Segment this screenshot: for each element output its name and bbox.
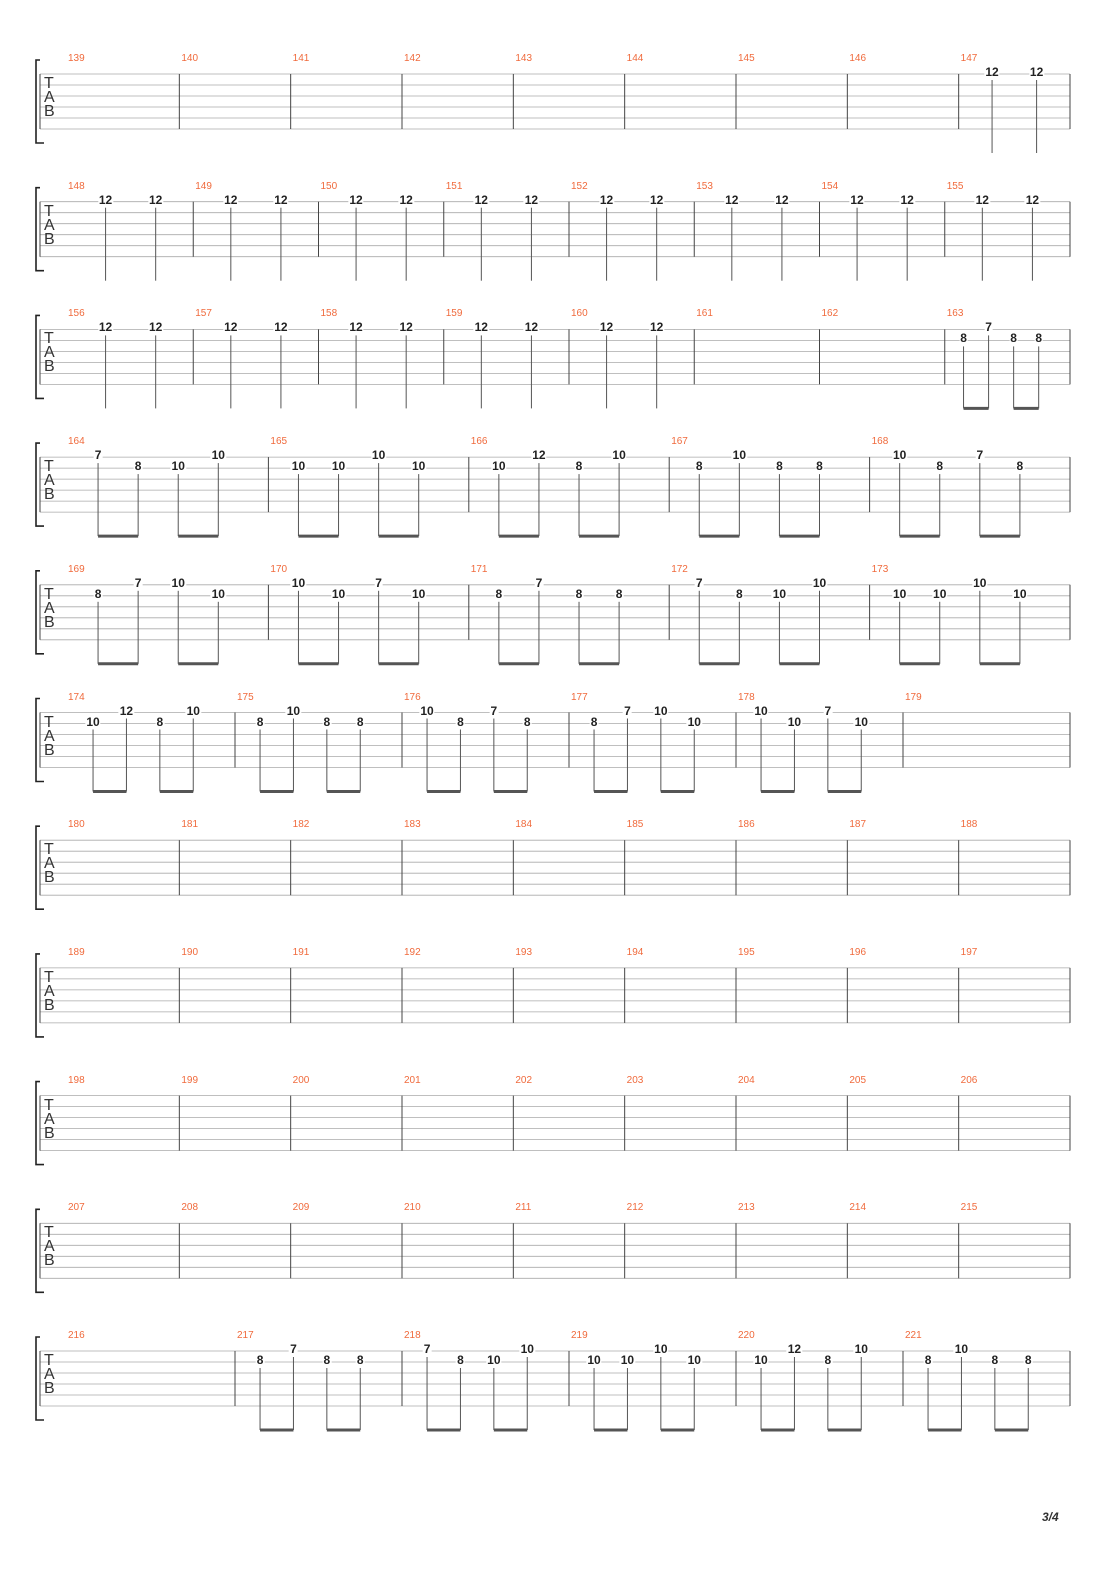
fret-number: 8 [1010, 331, 1017, 346]
fret-number: 7 [423, 1342, 431, 1356]
measure-number: 191 [292, 946, 310, 958]
tab-clef-letter: B [44, 996, 55, 1014]
tab-clef-letter: B [44, 358, 55, 376]
measure-number: 143 [515, 53, 533, 64]
fret-number: 12 [900, 192, 914, 207]
fret-number: 7 [94, 448, 102, 463]
measure-number: 190 [181, 946, 199, 958]
tab-clef-letter: B [44, 230, 55, 248]
fret-number: 12 [349, 320, 363, 335]
fret-number: 8 [816, 459, 823, 474]
tab-clef-letter: T [44, 75, 54, 92]
measure-number: 175 [237, 691, 254, 703]
fret-number: 10 [612, 448, 626, 463]
measure-number: 156 [68, 308, 85, 320]
fret-number: 7 [535, 575, 543, 590]
fret-number: 8 [695, 459, 703, 474]
measure-number: 159 [445, 308, 463, 320]
tab-clef-letter: T [44, 841, 54, 859]
fret-number: 8 [590, 714, 598, 729]
tab-clef-letter: T [44, 458, 54, 476]
fret-number: 10 [412, 586, 426, 601]
measure-number: 173 [871, 563, 889, 575]
measure-number: 140 [181, 53, 199, 64]
fret-number: 10 [171, 575, 185, 590]
fret-number: 10 [772, 586, 787, 601]
fret-number: 7 [134, 575, 142, 590]
measure-number: 199 [181, 1074, 199, 1086]
fret-number: 12 [532, 448, 546, 463]
fret-number: 10 [954, 1342, 969, 1356]
tab-clef-letter: T [44, 1352, 54, 1369]
tab-clef-letter: T [44, 1224, 54, 1242]
tab-clef-letter: T [44, 968, 54, 986]
measure-number: 182 [292, 819, 310, 831]
measure-number: 157 [195, 308, 212, 320]
measure-number: 203 [626, 1074, 644, 1086]
measure-number: 186 [738, 819, 755, 831]
fret-number: 7 [985, 320, 992, 335]
measure-number: 213 [738, 1202, 755, 1214]
fret-number: 12 [399, 192, 413, 207]
measure-number: 153 [696, 180, 713, 192]
tab-clef-letter: A [44, 599, 55, 617]
fret-number: 8 [523, 714, 531, 729]
measure-number: 148 [68, 180, 85, 192]
fret-number: 8 [1016, 459, 1024, 474]
measure-number: 168 [871, 436, 889, 448]
fret-number: 8 [735, 586, 743, 601]
fret-number: 10 [933, 586, 947, 601]
measure-number: 169 [68, 563, 85, 575]
measure-number: 205 [849, 1074, 867, 1086]
measure-number: 204 [738, 1074, 755, 1086]
measure-number: 152 [571, 180, 588, 192]
fret-number: 12 [148, 320, 163, 335]
measure-number: 171 [470, 563, 488, 575]
fret-number: 10 [892, 448, 907, 463]
fret-number: 10 [732, 448, 747, 463]
measure-number: 202 [515, 1074, 533, 1086]
measure-number: 154 [821, 180, 839, 192]
fret-number: 10 [331, 459, 346, 474]
tab-clef-letter: A [44, 1238, 55, 1256]
measure-number: 179 [905, 691, 922, 703]
measure-number: 201 [404, 1074, 421, 1086]
measure-number: 184 [515, 819, 533, 831]
measure-number: 207 [68, 1202, 85, 1214]
tab-clef-letter: B [44, 741, 55, 759]
fret-number: 10 [420, 703, 434, 718]
fret-number: 8 [94, 586, 102, 601]
fret-number: 12 [725, 192, 739, 207]
fret-number: 8 [457, 714, 464, 729]
measure-number: 211 [515, 1202, 532, 1214]
fret-number: 12 [474, 320, 488, 335]
fret-number: 12 [98, 192, 113, 207]
measure-number: 151 [445, 180, 463, 192]
fret-number: 7 [695, 575, 703, 590]
fret-number: 12 [524, 320, 539, 335]
fret-number: 10 [620, 1353, 635, 1367]
fret-number: 8 [1035, 331, 1043, 346]
fret-number: 12 [224, 320, 238, 335]
tab-clef-letter: A [44, 472, 55, 490]
measure-number: 220 [738, 1330, 755, 1341]
fret-number: 12 [274, 320, 288, 335]
measure-number: 194 [626, 946, 644, 958]
tab-clef-letter: A [44, 982, 55, 1000]
measure-number: 172 [671, 563, 688, 575]
fret-number: 10 [86, 714, 100, 729]
fret-number: 12 [349, 192, 363, 207]
fret-number: 8 [776, 459, 783, 474]
fret-number: 8 [960, 331, 967, 346]
fret-number: 12 [975, 192, 989, 207]
tab-clef-letter: A [44, 1110, 55, 1128]
measure-number: 219 [571, 1330, 588, 1341]
fret-number: 12 [775, 192, 789, 207]
fret-number: 8 [356, 714, 364, 729]
fret-number: 10 [854, 1342, 868, 1356]
tab-clef-letter: B [44, 1380, 55, 1397]
fret-number: 7 [490, 703, 498, 718]
measure-number: 209 [292, 1202, 310, 1214]
fret-number: 10 [854, 714, 868, 729]
measure-number: 200 [292, 1074, 310, 1086]
measure-number: 176 [404, 691, 421, 703]
fret-number: 7 [824, 703, 832, 718]
fret-number: 10 [754, 1353, 768, 1367]
fret-number: 8 [156, 714, 164, 729]
measure-number: 180 [68, 819, 85, 831]
measure-number: 198 [68, 1074, 85, 1086]
measure-number: 174 [68, 691, 85, 703]
fret-number: 7 [624, 703, 631, 718]
tab-clef-letter: A [44, 216, 55, 234]
measure-number: 181 [181, 819, 199, 831]
fret-number: 10 [487, 1353, 501, 1367]
measure-number: 166 [470, 436, 488, 448]
fret-number: 12 [787, 1342, 802, 1356]
measure-number: 187 [849, 819, 867, 831]
measure-number: 162 [821, 308, 839, 320]
measure-number: 185 [626, 819, 644, 831]
measure-number: 146 [849, 53, 867, 64]
fret-number: 10 [492, 459, 506, 474]
tab-clef-letter: B [44, 1252, 55, 1270]
measure-number: 167 [671, 436, 688, 448]
tab-clef-letter: A [44, 344, 55, 362]
fret-number: 12 [119, 703, 134, 718]
measure-number: 221 [905, 1330, 922, 1341]
fret-number: 8 [991, 1353, 999, 1367]
fret-number: 10 [687, 714, 701, 729]
fret-number: 8 [936, 459, 944, 474]
measure-number: 216 [68, 1330, 85, 1341]
fret-number: 8 [323, 1353, 331, 1367]
fret-number: 10 [520, 1342, 534, 1356]
tab-clef-letter: A [44, 1366, 55, 1383]
measure-number: 208 [181, 1202, 199, 1214]
measure-number: 189 [68, 946, 85, 958]
fret-number: 10 [587, 1353, 601, 1367]
fret-number: 10 [186, 703, 200, 718]
fret-number: 8 [256, 714, 264, 729]
fret-number: 10 [291, 575, 306, 590]
tab-clef-letter: T [44, 330, 54, 348]
measure-number: 147 [960, 53, 978, 64]
fret-number: 7 [290, 1342, 297, 1356]
fret-number: 10 [654, 1342, 668, 1356]
tab-clef-letter: B [44, 869, 55, 887]
fret-number: 12 [148, 192, 163, 207]
measure-number: 217 [237, 1330, 254, 1341]
measure-number: 193 [515, 946, 533, 958]
tab-clef-letter: B [44, 613, 55, 631]
tab-clef-letter: A [44, 855, 55, 873]
fret-number: 10 [892, 586, 907, 601]
fret-number: 10 [286, 703, 301, 718]
fret-number: 8 [575, 586, 583, 601]
fret-number: 10 [1013, 586, 1027, 601]
fret-number: 8 [615, 586, 623, 601]
measure-number: 215 [960, 1202, 978, 1214]
fret-number: 7 [375, 575, 382, 590]
tab-clef-letter: T [44, 1096, 54, 1114]
fret-number: 8 [323, 714, 331, 729]
measure-number: 218 [404, 1330, 421, 1341]
measure-number: 214 [849, 1202, 867, 1214]
measure-number: 178 [738, 691, 755, 703]
fret-number: 12 [599, 192, 614, 207]
measure-number: 158 [320, 308, 338, 320]
fret-number: 8 [134, 459, 142, 474]
fret-number: 10 [331, 586, 346, 601]
fret-number: 8 [457, 1353, 464, 1367]
measure-number: 197 [960, 946, 978, 958]
measure-number: 142 [404, 53, 421, 64]
fret-number: 10 [687, 1353, 701, 1367]
fret-number: 7 [976, 448, 984, 463]
fret-number: 12 [98, 320, 113, 335]
measure-number: 210 [404, 1202, 421, 1214]
measure-number: 155 [946, 180, 964, 192]
tab-clef-letter: B [44, 486, 55, 504]
measure-number: 177 [571, 691, 588, 703]
fret-number: 10 [211, 448, 225, 463]
measure-number: 163 [946, 308, 964, 320]
fret-number: 12 [1025, 192, 1040, 207]
fret-number: 8 [356, 1353, 364, 1367]
measure-number: 139 [68, 53, 85, 64]
fret-number: 10 [654, 703, 668, 718]
fret-number: 12 [649, 320, 664, 335]
measure-number: 145 [738, 53, 755, 64]
fret-number: 10 [412, 459, 426, 474]
fret-number: 12 [524, 192, 539, 207]
measure-number: 183 [404, 819, 421, 831]
fret-number: 12 [599, 320, 614, 335]
fret-number: 12 [474, 192, 488, 207]
fret-number: 12 [1029, 65, 1044, 79]
fret-number: 10 [211, 586, 225, 601]
tab-clef-letter: A [44, 89, 55, 106]
fret-number: 10 [291, 459, 306, 474]
fret-number: 10 [171, 459, 185, 474]
measure-number: 188 [960, 819, 978, 831]
measure-number: 160 [571, 308, 588, 320]
fret-number: 12 [399, 320, 413, 335]
measure-number: 192 [404, 946, 421, 958]
fret-number: 8 [924, 1353, 932, 1367]
measure-number: 141 [292, 53, 310, 64]
measure-number: 196 [849, 946, 867, 958]
fret-number: 10 [973, 575, 987, 590]
measure-number: 212 [626, 1202, 644, 1214]
fret-number: 12 [985, 65, 999, 79]
measure-number: 161 [696, 308, 713, 320]
measure-number: 206 [960, 1074, 978, 1086]
fret-number: 12 [649, 192, 664, 207]
fret-number: 12 [274, 192, 288, 207]
tab-clef-letter: B [44, 1124, 55, 1142]
fret-number: 12 [850, 192, 864, 207]
measure-number: 165 [270, 436, 288, 448]
measure-number: 195 [738, 946, 755, 958]
fret-number: 12 [224, 192, 238, 207]
tab-clef-letter: B [44, 103, 55, 120]
tab-clef-letter: A [44, 727, 55, 745]
fret-number: 10 [754, 703, 768, 718]
fret-number: 8 [256, 1353, 264, 1367]
tab-clef-letter: T [44, 713, 54, 731]
measure-number: 144 [626, 53, 644, 64]
measure-number: 149 [195, 180, 212, 192]
fret-number: 8 [824, 1353, 832, 1367]
tab-clef-letter: T [44, 585, 54, 603]
fret-number: 8 [1024, 1353, 1032, 1367]
measure-number: 164 [68, 436, 85, 448]
tab-clef-letter: T [44, 202, 54, 220]
measure-number: 170 [270, 563, 288, 575]
fret-number: 10 [812, 575, 827, 590]
fret-number: 10 [787, 714, 802, 729]
fret-number: 8 [495, 586, 503, 601]
page-number: 3/4 [1042, 1510, 1059, 1524]
fret-number: 8 [575, 459, 583, 474]
fret-number: 10 [371, 448, 386, 463]
measure-number: 150 [320, 180, 338, 192]
